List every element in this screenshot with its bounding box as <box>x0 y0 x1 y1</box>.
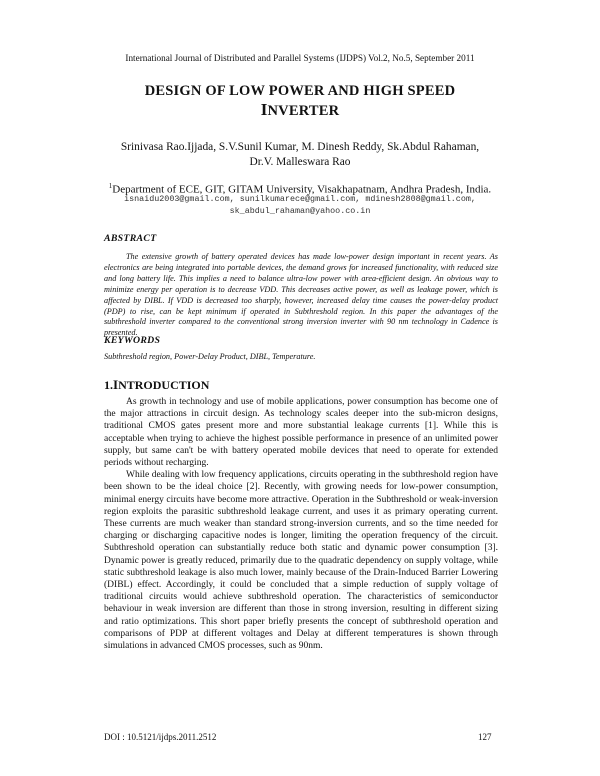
introduction-paragraph-1: As growth in technology and use of mobile applications, power consumption has become one of the major attractions in circuit design. As technology scales deeper into the sub-micron designs, traditional CMOS gates present more and more substantial leakage currents [1]. While this is acceptable when trying to achieve the highest possible performance in presence of an unlimited power supply, but same can't be with battery operated mobile devices that need to operate for extended periods without recharging. <box>104 397 498 469</box>
paper-title <box>60 82 540 120</box>
footer-doi: DOI : 10.5121/ijdps.2011.2512 <box>104 732 217 742</box>
emails-line-2: sk_abdul_rahaman@yahoo.co.in <box>229 206 371 216</box>
title-line-2-initial: I <box>260 99 268 119</box>
abstract-body: The extensive growth of battery operated devices has made low-power design important in recent years. As electronics are being integrated into portable devices, the demand grows for increased functionality, with reduced size and long battery life. This implies a need to balance ultra-low power with area-efficient design. An obvious way to minimize energy per operation is to decrease VDD. This decreases active power, as well as leakage power, which is affected by DIBL. If VDD is decreased too sharply, however, increased delay time causes the power-delay product (PDP) to rise, can be kept minimum if operated in Subthreshold region. In this paper the advantages of the subthreshold inverter compared to the conventional strong inversion inverter with 90 nm technology in Cadence is presented. <box>104 252 498 338</box>
section-heading-rest: NTRODUCTION <box>118 378 210 392</box>
authors-line-1: Srinivasa Rao.Ijjada, S.V.Sunil Kumar, M. Dinesh Reddy, Sk.Abdul Rahaman, <box>120 141 480 153</box>
keywords-body: Subthreshold region, Power-Delay Product, DIBL, Temperature. <box>104 352 316 361</box>
title-line-1: DESIGN OF LOW POWER AND HIGH SPEED <box>144 83 456 99</box>
section-heading-introduction <box>104 377 209 393</box>
emails-line-1: isnaidu2003@gmail.com, sunilkumarece@gmail.com, mdinesh2808@gmail.com, <box>124 194 476 204</box>
authors-line-2: Dr.V. Malleswara Rao <box>249 156 351 168</box>
author-list <box>60 140 540 170</box>
title-line-2-rest: NVERTER <box>267 102 340 119</box>
title-line-2 <box>60 101 540 121</box>
footer-page-number: 127 <box>478 732 492 742</box>
section-heading-initial: I <box>113 377 119 392</box>
section-number: 1. <box>104 378 113 392</box>
keywords-heading: KEYWORDS <box>104 335 161 346</box>
journal-header: International Journal of Distributed and Parallel Systems (IJDPS) Vol.2, No.5, September 2011 <box>125 53 475 63</box>
introduction-paragraph-2: While dealing with low frequency applications, circuits operating in the subthreshold region have been shown to be the ideal choice [2]. Recently, with growing needs for low-power consumption, minimal energy circuits have become more attractive. Operation in the Subthreshold or weak-inversion region exploits the parasitic subthreshold leakage current, and uses it as primary operating current. These currents are much weaker than standard strong-inversion currents, and so the time needed for charging or discharging capacitive nodes is longer, limiting the operation frequency of the circuit. Subthreshold operation can substantially reduce both static and dynamic power consumption [3]. Dynamic power is greatly reduced, primarily due to the quadratic dependency on supply voltage, while static subthreshold leakage is also much lower, mainly because of the Drain-Induced Barrier Lowering (DIBL) effect. Accordingly, it could be concluded that a simple reduction of supply voltage of traditional circuits would achieve subthreshold operation. The characteristics of semiconductor behaviour in weak inversion are different than those in strong inversion, resulting in different sizing and ratio optimizations. This short paper briefly presents the concept of subthreshold operation and comparisons of PDP at different voltages and Delay at different temperatures is shown through simulations in advanced CMOS processes, such as 90nm. <box>104 470 498 652</box>
author-emails <box>80 193 520 217</box>
abstract-heading: ABSTRACT <box>104 233 157 244</box>
introduction-text <box>104 396 498 652</box>
affiliation-text: Department of ECE, GIT, GITAM University, Visakhapatnam, Andhra Pradesh, India. <box>112 183 492 196</box>
affiliation-marker: 1 <box>108 182 113 190</box>
